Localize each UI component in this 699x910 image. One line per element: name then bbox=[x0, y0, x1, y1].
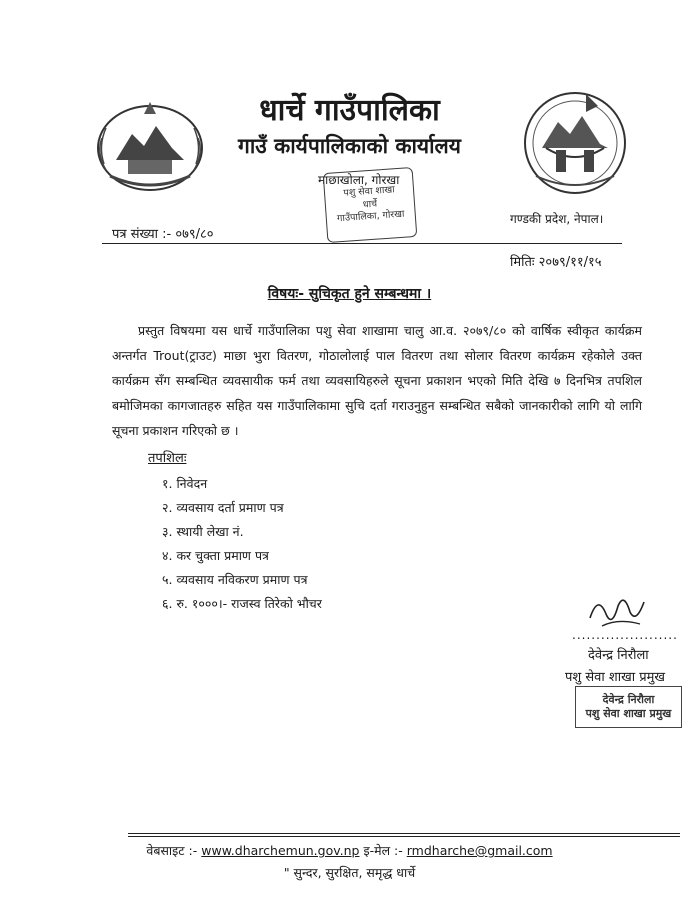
office-title: धार्चे गाउँपालिका bbox=[259, 93, 440, 128]
province-label: गण्डकी प्रदेश, नेपाल। bbox=[510, 212, 604, 226]
reference-number: पत्र संख्या :- ०७९/८० bbox=[112, 227, 214, 242]
signature-line: ...................... bbox=[572, 628, 678, 642]
office-location: माछाखोला, गोरखा bbox=[318, 173, 400, 187]
list-item: २. व्यवसाय दर्ता प्रमाण पत्र bbox=[162, 500, 284, 515]
signatory-name: देवेन्द्र निरौला bbox=[588, 648, 649, 663]
letter-subject: विषयः- सुचिकृत हुने सम्बन्धमा । bbox=[267, 286, 432, 302]
list-heading: तपशिलः bbox=[148, 451, 187, 466]
office-stamp bbox=[323, 167, 418, 243]
signatory-stamp bbox=[575, 686, 682, 728]
website-link[interactable]: www.dharchemun.gov.np bbox=[201, 843, 360, 858]
header-divider bbox=[102, 243, 622, 244]
stamp-line: पशु सेवा शाखा bbox=[343, 184, 396, 200]
email-label: इ-मेल :- bbox=[363, 843, 403, 858]
list-item: ६. रु. १०००।- राजस्व तिरेको भौचर bbox=[162, 596, 322, 611]
email-link[interactable]: rmdharche@gmail.com bbox=[406, 843, 553, 858]
stamp-name: देवेन्द्र निरौला bbox=[602, 693, 655, 707]
footer-contact bbox=[0, 842, 699, 859]
footer-divider bbox=[128, 833, 680, 834]
office-subtitle: गाउँ कार्यपालिकाको कार्यालय bbox=[238, 134, 461, 158]
signatory-title: पशु सेवा शाखा प्रमुख bbox=[565, 670, 666, 685]
list-item: ३. स्थायी लेखा नं. bbox=[162, 524, 244, 539]
stamp-title: पशु सेवा शाखा प्रमुख bbox=[585, 707, 672, 720]
letter-date: मितिः २०७९/११/१५ bbox=[510, 255, 602, 270]
letter-body: प्रस्तुत विषयमा यस धार्चे गाउँपालिका पशु सेवा शाखामा चालु आ.व. २०७९/८० को वार्षिक स्वीकृत कार्यक्रम अन्तर्गत Trout(ट्राउट) माछा भुरा वितरण, गोठालोलाई पाल वितरण तथा सोलार वितरण कार्यक्रम रहेकोले उक्त कार्यक्रम सँग सम्बन्धित व्यवसायीक फर्म तथा व्यवसायिहरुले सूचना प्रकाशन भएको मिति देखि ७ दिनभित्र तपशिल बमोजिमका कागजातहरु सहित यस गाउँपालिकामा सुचि दर्ता गराउनुहुन सम्बन्धित सबैको जानकारीको लागि यो लागि सूचना प्रकाशन गरिएको छ । bbox=[112, 323, 642, 438]
footer-motto: " सुन्दर, सुरक्षित, समृद्ध धार्चे bbox=[283, 865, 416, 880]
footer-divider bbox=[128, 836, 680, 837]
document-list bbox=[162, 472, 322, 616]
stamp-line: गाउँपालिका, गोरखा bbox=[336, 208, 405, 225]
list-item: १. निवेदन bbox=[162, 476, 208, 491]
list-item: ५. व्यवसाय नविकरण प्रमाण पत्र bbox=[162, 572, 308, 587]
website-label: वेबसाइट :- bbox=[146, 843, 198, 858]
stamp-line: धार्चे bbox=[362, 198, 378, 211]
list-item: ४. कर चुक्ता प्रमाण पत्र bbox=[162, 548, 269, 563]
